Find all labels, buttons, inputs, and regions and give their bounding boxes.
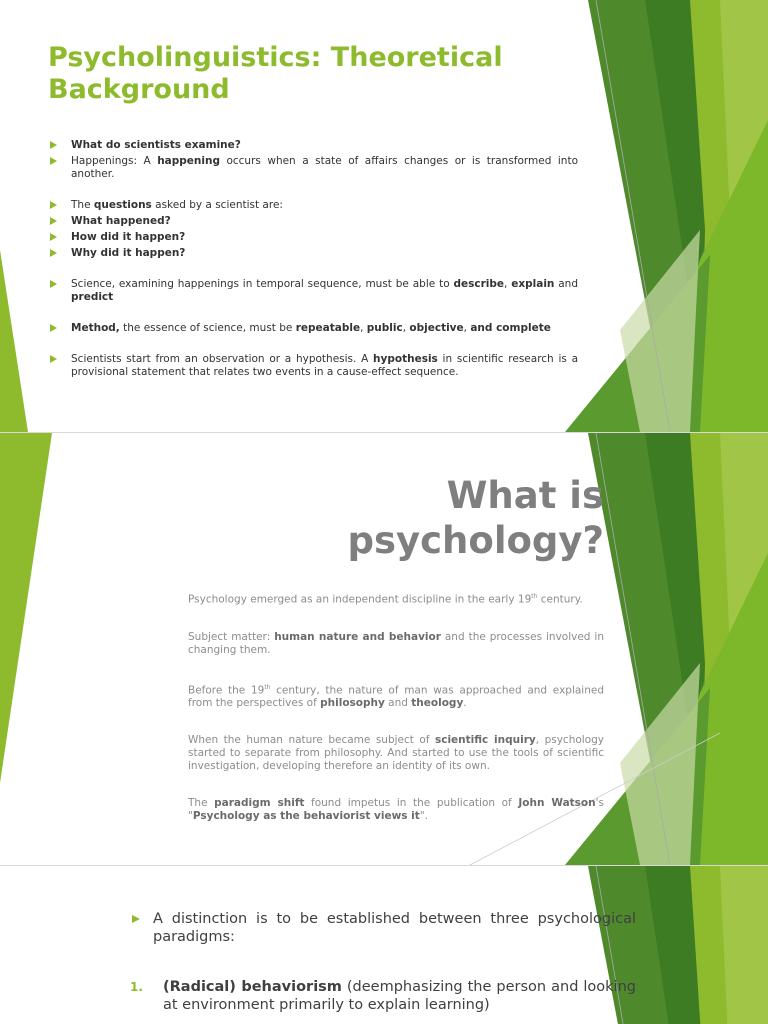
text-run: , (402, 322, 410, 334)
bold-text: happening (157, 155, 220, 167)
list-item (48, 215, 578, 228)
text-run: ". (419, 810, 428, 822)
bold-text: predict (71, 291, 114, 303)
superscript: th (264, 683, 271, 691)
slide-title: Psycholinguistics: Theoretical Background (48, 42, 503, 106)
text-run: century, the nature of man was approached and explained from the perspectives of (188, 684, 604, 709)
bold-text: and complete (470, 322, 551, 334)
list-item (48, 139, 578, 152)
bold-text: questions (93, 199, 152, 211)
bold-text: objective (409, 322, 464, 334)
paragraph (188, 797, 604, 823)
paragraph (188, 631, 604, 657)
bold-text: repeatable (295, 322, 361, 334)
list-item (48, 155, 578, 181)
text-run: , psychology started to separate from philosophy. And started to use the tools of scientific investigation, developing therefore an identity of its own. (188, 734, 604, 772)
text-run: found impetus in the publication of (304, 797, 519, 809)
text-run: the essence of science, must be (119, 322, 296, 334)
bold-text: What happened? (71, 215, 171, 227)
list-item (48, 278, 578, 304)
slide-2 (0, 433, 768, 865)
bullet-text: A distinction is to be established between three psychological paradigms: (153, 911, 636, 945)
bold-text: human nature and behavior (274, 630, 441, 643)
list-item (48, 231, 578, 244)
title-line-2: psychology? (347, 519, 604, 563)
text-run: When the human nature became subject of (188, 734, 435, 746)
text-run: . (463, 697, 467, 709)
bold-text: Method, (71, 322, 120, 334)
bullet-list (48, 139, 578, 382)
bold-text: philosophy (320, 697, 385, 709)
text-run: The (188, 797, 215, 809)
bold-text: paradigm shift (214, 797, 305, 809)
list-item (130, 910, 636, 946)
text-run: asked by a scientist are: (151, 199, 283, 211)
paragraph (188, 590, 604, 607)
item-term: (Radical) behaviorism (163, 979, 342, 995)
list-item (48, 353, 578, 379)
bold-text: scientific inquiry (434, 734, 536, 746)
slide-title (348, 473, 605, 563)
bold-text: Psychology as the behaviorist views it (192, 810, 420, 822)
slide-1 (0, 0, 768, 432)
text-run: , (504, 278, 512, 290)
bold-text: What do scientists examine? (71, 139, 241, 151)
text-run: century. (537, 593, 583, 606)
slide-body (130, 910, 636, 1014)
title-line-1: What is (446, 474, 604, 517)
text-run: occurs when a state of affairs changes or is transformed into another. (71, 155, 578, 180)
bold-text: describe (453, 278, 505, 290)
paragraph-list (188, 590, 604, 847)
text-run: , (360, 322, 367, 334)
list-item (48, 322, 578, 335)
bold-text: hypothesis (373, 353, 438, 365)
text-run: in scientific research is a provisional statement that relates two events in a cause-effect sequence. (71, 353, 578, 378)
text-run: Subject matter: (188, 630, 275, 643)
list-item (48, 247, 578, 260)
text-run: and the processes involved in changing them. (188, 630, 604, 656)
text-run: Psychology emerged as an independent discipline in the early 19 (188, 593, 532, 606)
bold-text: Why did it happen? (71, 247, 186, 259)
superscript: th (531, 593, 538, 600)
numbered-item (130, 978, 636, 1014)
text-run: , (463, 322, 471, 334)
text-run: The (71, 199, 94, 211)
item-description: (deemphasizing the person and looking at environment primarily to explain learning) (163, 979, 636, 1013)
bold-text: public (366, 322, 403, 334)
paragraph (188, 734, 604, 773)
text-run: and (384, 697, 412, 709)
text-run: Scientists start from an observation or a hypothesis. A (71, 353, 374, 365)
bold-text: theology (411, 697, 464, 709)
bold-text: explain (511, 278, 555, 290)
text-run: Before the 19 (188, 684, 265, 696)
bold-text: How did it happen? (71, 231, 186, 243)
slide-3 (0, 866, 768, 1024)
paragraph (188, 681, 604, 711)
text-run: and (554, 278, 578, 290)
text-run: 's " (188, 797, 604, 822)
text-run: Happenings: A (71, 155, 158, 167)
item-number: 1. (130, 980, 143, 994)
bold-text: John Watson (518, 797, 596, 809)
list-item (48, 199, 578, 212)
text-run: Science, examining happenings in temporal sequence, must be able to (71, 278, 454, 290)
